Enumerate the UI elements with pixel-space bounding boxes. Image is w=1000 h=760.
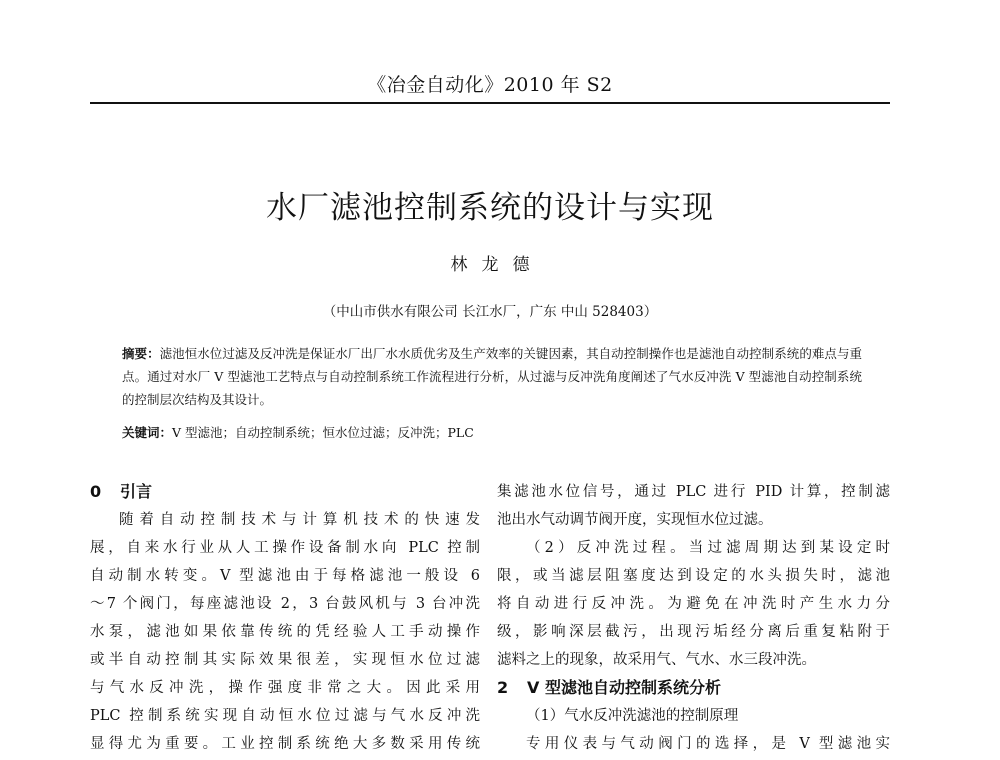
section-heading-analysis: [497, 674, 890, 702]
abstract-text: 滤池恒水位过滤及反冲洗是保证水厂出厂水水质优劣及生产效率的关键因素，其自动控制操作也是滤池自动控制系统的难点与重点。通过对水厂 V 型滤池工艺特点与自动控制系统工作流程进行分析，从过滤与反冲洗角度阐述了气水反冲洗 V 型滤池自动控制系统的控制层次结构及其设计。: [122, 346, 862, 407]
paragraph-line: 级，影响深层截污，出现污垢经分离后重复粘附于: [497, 624, 890, 640]
paragraph-line: 展，自来水行业从人工操作设备制水向 PLC 控制: [90, 540, 480, 556]
paragraph-line: 滤料之上的现象，故采用气、气水、水三段冲洗。: [497, 652, 816, 668]
keywords: [122, 421, 862, 444]
paper-title: 水厂滤池控制系统的设计与实现: [266, 190, 714, 226]
paragraph-line: 与气水反冲洗，操作强度非常之大。因此采用: [90, 680, 480, 696]
paragraph-line: 随着自动控制技术与计算机技术的快速发: [119, 512, 480, 528]
paragraph-line: 池出水气动调节阀开度，实现恒水位过滤。: [497, 512, 773, 528]
section-title: 引言: [120, 482, 153, 501]
section-heading-introduction: [90, 478, 480, 506]
paragraph-line: 专用仪表与气动阀门的选择，是 V 型滤池实: [526, 736, 890, 752]
abstract: [122, 342, 862, 411]
paragraph-line: PLC 控制系统实现自动恒水位过滤与气水反冲洗: [90, 708, 480, 724]
journal-header: 《冶金自动化》2010 年 S2: [367, 74, 613, 96]
section-number: 0: [90, 482, 102, 501]
affiliation: （中山市供水有限公司 长江水厂，广东 中山 528403）: [322, 304, 658, 320]
keywords-text: V 型滤池；自动控制系统；恒水位过滤；反冲洗；PLC: [172, 425, 474, 440]
left-column: [90, 478, 480, 758]
abstract-label: 摘要：: [122, 346, 160, 361]
paragraph-line: 限，或当滤层阻塞度达到设定的水头损失时，滤池: [497, 568, 890, 584]
paragraph-line: 自动制水转变。V 型滤池由于每格滤池一般设 6: [90, 568, 480, 584]
keywords-label: 关键词：: [122, 425, 173, 440]
section-title: V 型滤池自动控制系统分析: [527, 678, 721, 697]
paragraph-line: ～7 个阀门，每座滤池设 2，3 台鼓风机与 3 台冲洗: [90, 596, 480, 612]
author: 林龙德: [450, 255, 544, 275]
paragraph-line: （2）反冲洗过程。当过滤周期达到某设定时: [526, 540, 890, 556]
paragraph-line: 水泵，滤池如果依靠传统的凭经验人工手动操作: [90, 624, 480, 640]
right-column: [497, 478, 890, 758]
header-rule: [90, 102, 890, 104]
paragraph-line: 集滤池水位信号，通过 PLC 进行 PID 计算，控制滤: [497, 484, 890, 500]
paragraph-line: 显得尤为重要。工业控制系统绝大多数采用传统: [90, 736, 480, 752]
paragraph-line: 或半自动控制其实际效果很差，实现恒水位过滤: [90, 652, 480, 668]
paragraph-line: （1）气水反冲洗滤池的控制原理: [526, 708, 739, 724]
paragraph-line: 将自动进行反冲洗。为避免在冲洗时产生水力分: [497, 596, 890, 612]
section-number: 2: [497, 678, 509, 697]
